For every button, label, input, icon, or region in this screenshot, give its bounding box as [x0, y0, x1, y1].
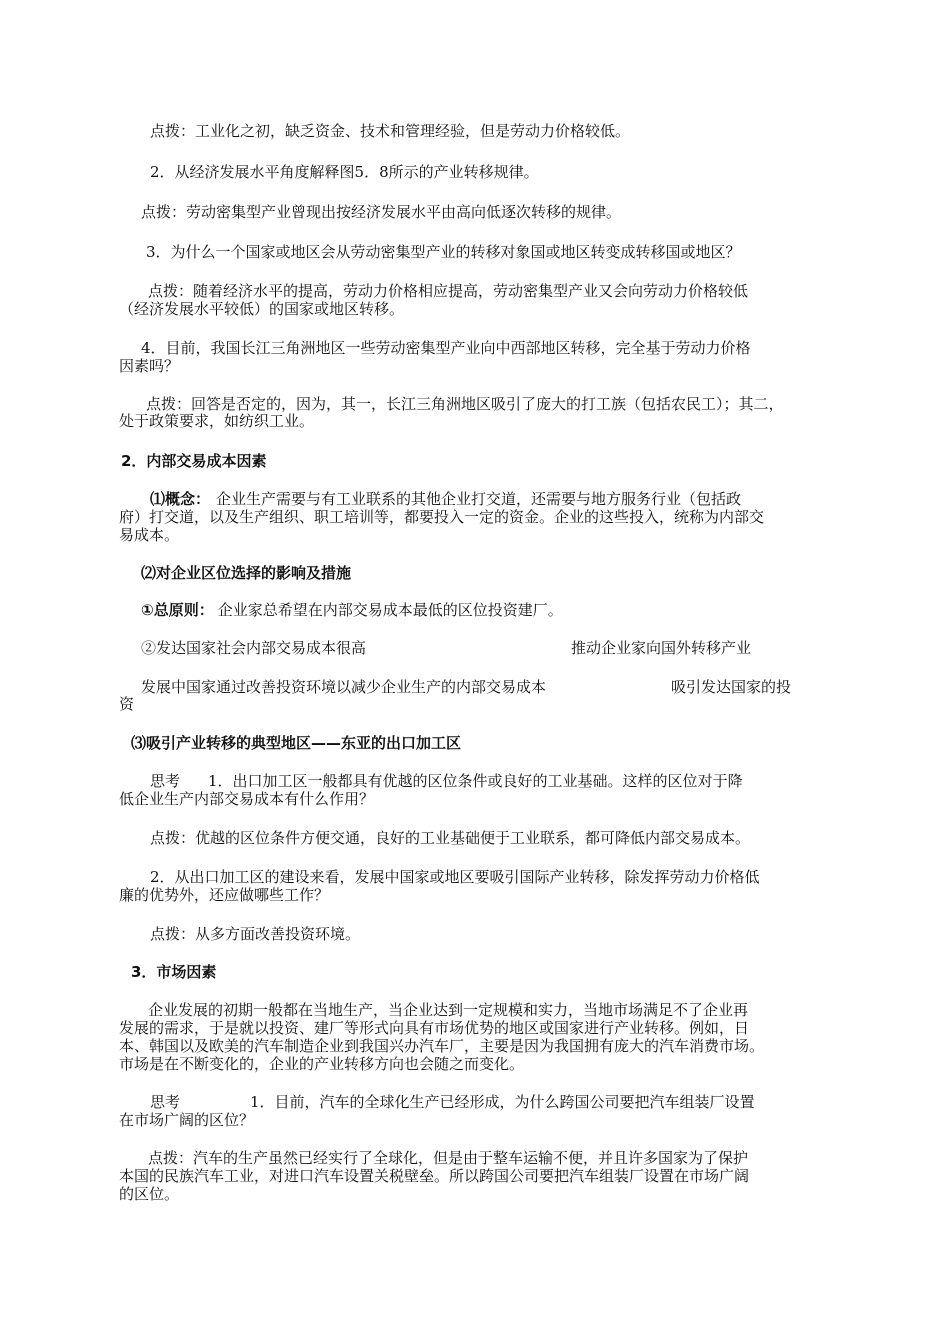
developed-country-cost: ②发达国家社会内部交易成本很高 — [141, 639, 367, 657]
principle-label: ①总原则： — [141, 601, 214, 619]
hint-paragraph-4-line-1: 点拨：回答是否定的，因为，其一，长江三角洲地区吸引了庞大的打工族（包括农民工）；其二， — [146, 395, 784, 413]
think-label: 思考 — [150, 772, 181, 790]
developing-country-effect-cont: 资 — [119, 695, 135, 713]
think-question-2-line-1: 2．从出口加工区的建设来看，发展中国家或地区要吸引国际产业转移，除发挥劳动力价格低 — [150, 868, 760, 886]
hint-answer-3-line-3: 的区位。 — [119, 1185, 180, 1203]
think-question-1-text: 1．出口加工区一般都具有优越的区位条件或良好的工业基础。这样的区位对于降 — [208, 772, 743, 790]
concept-paragraph-line-3: 易成本。 — [119, 526, 180, 544]
market-paragraph-line-4: 市场是在不断变化的，企业的产业转移方向也会随之而变化。 — [119, 1055, 525, 1073]
principle-paragraph — [141, 600, 563, 621]
question-3: 3．为什么一个国家或地区会从劳动密集型产业的转移对象国或地区转变成转移国或地区？ — [146, 243, 741, 261]
subheading-2: ⑵对企业区位选择的影响及措施 — [141, 564, 352, 582]
subheading-3: ⑶吸引产业转移的典型地区——东亚的出口加工区 — [131, 734, 462, 752]
concept-paragraph-line-2: 府）打交道，以及生产组织、职工培训等，都要投入一定的资金。企业的这些投入，统称为内部交 — [119, 508, 765, 526]
hint-paragraph-1: 点拨：工业化之初，缺乏资金、技术和管理经验，但是劳动力价格较低。 — [150, 122, 631, 140]
concept-label: ⑴概念： — [150, 490, 211, 508]
think-label: 思考 — [150, 1093, 181, 1111]
hint-paragraph-3-line-1: 点拨：随着经济水平的提高，劳动力价格相应提高，劳动密集型产业又会向劳动力价格较低 — [148, 282, 749, 300]
principle-text: 企业家总希望在内部交易成本最低的区位投资建厂。 — [217, 601, 563, 619]
think-question-1-line-2: 低企业生产内部交易成本有什么作用？ — [119, 790, 375, 808]
section-heading-3: 3．市场因素 — [131, 963, 217, 981]
hint-answer-2: 点拨：从多方面改善投资环境。 — [150, 925, 361, 943]
hint-answer-3-line-1: 点拨：汽车的生产虽然已经实行了全球化，但是由于整车运输不便，并且许多国家为了保护 — [148, 1149, 749, 1167]
think-question-2-line-2: 廉的优势外，还应做哪些工作？ — [119, 886, 330, 904]
developed-country-effect: 推动企业家向国外转移产业 — [571, 639, 752, 657]
section-heading-2: 2．内部交易成本因素 — [121, 452, 267, 470]
market-paragraph-line-2: 发展的需求，于是就以投资、建厂等形式向具有市场优势的地区或国家进行产业转移。例如，日 — [119, 1019, 750, 1037]
hint-paragraph-2: 点拨：劳动密集型产业曾现出按经济发展水平由高向低逐次转移的规律。 — [141, 203, 622, 221]
think-question-3-line-2: 在市场广阔的区位？ — [119, 1111, 255, 1129]
developing-country-measure: 发展中国家通过改善投资环境以减少企业生产的内部交易成本 — [141, 678, 547, 696]
concept-text: 企业生产需要与有工业联系的其他企业打交道，还需要与地方服务行业（包括政 — [216, 490, 742, 508]
question-2: 2．从经济发展水平角度解释图5．8所示的产业转移规律。 — [150, 163, 539, 181]
question-4-line-2: 因素吗？ — [119, 357, 180, 375]
hint-paragraph-3-line-2: （经济发展水平较低）的国家或地区转移。 — [119, 300, 405, 318]
hint-paragraph-4-line-2: 处于政策要求，如纺织工业。 — [119, 412, 315, 430]
hint-answer-3-line-2: 本国的民族汽车工业，对进口汽车设置关税壁垒。所以跨国公司要把汽车组装厂设置在市场广阔 — [119, 1167, 750, 1185]
market-paragraph-line-1: 企业发展的初期一般都在当地生产，当企业达到一定规模和实力，当地市场满足不了企业再 — [148, 1001, 749, 1019]
question-4-line-1: 4．目前，我国长江三角洲地区一些劳动密集型产业向中西部地区转移，完全基于劳动力价格 — [141, 339, 751, 357]
developing-country-effect: 吸引发达国家的投 — [671, 678, 792, 696]
market-paragraph-line-3: 本、韩国以及欧美的汽车制造企业到我国兴办汽车厂，主要是因为我国拥有庞大的汽车消费市场。 — [119, 1037, 765, 1055]
think-question-3-text: 1．目前，汽车的全球化生产已经形成，为什么跨国公司要把汽车组装厂设置 — [250, 1093, 755, 1111]
hint-answer-1: 点拨：优越的区位条件方便交通，良好的工业基础便于工业联系，都可降低内部交易成本。 — [150, 829, 751, 847]
